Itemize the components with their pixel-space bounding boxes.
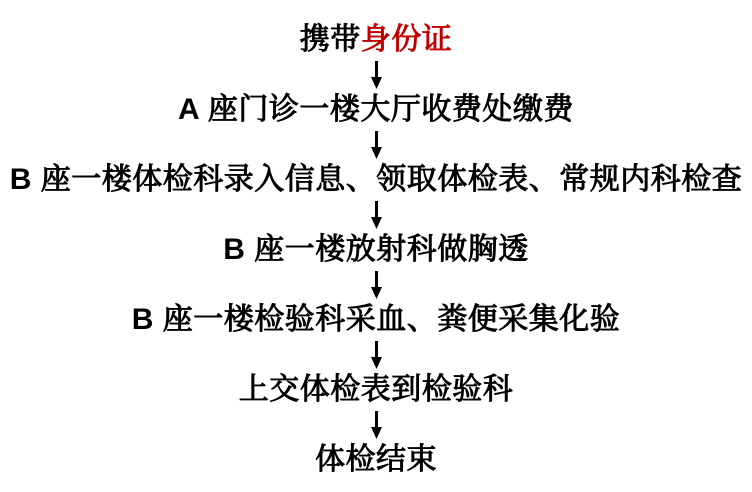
step-text: 携带 xyxy=(299,23,361,56)
down-arrow-icon xyxy=(369,198,384,232)
step-chest-xray: B 座一楼放射科做胸透 xyxy=(223,233,529,266)
step-bring-id-card xyxy=(300,22,453,58)
down-arrow-icon xyxy=(369,128,384,162)
id-card-highlight-text: 身份证 xyxy=(360,23,453,56)
down-arrow-icon xyxy=(369,408,384,442)
step-submit-exam-form: 上交体检表到检验科 xyxy=(238,373,514,406)
down-arrow-icon xyxy=(369,268,384,302)
step-register-and-internal-exam: B 座一楼体检科录入信息、领取体检表、常规内科检查 xyxy=(9,163,743,196)
step-exam-complete: 体检结束 xyxy=(315,443,437,476)
step-pay-fees: A 座门诊一楼大厅收费处缴费 xyxy=(178,93,574,126)
step-blood-stool-tests: B 座一楼检验科采血、粪便采集化验 xyxy=(131,303,621,336)
down-arrow-icon xyxy=(369,338,384,372)
down-arrow-icon xyxy=(369,58,384,92)
